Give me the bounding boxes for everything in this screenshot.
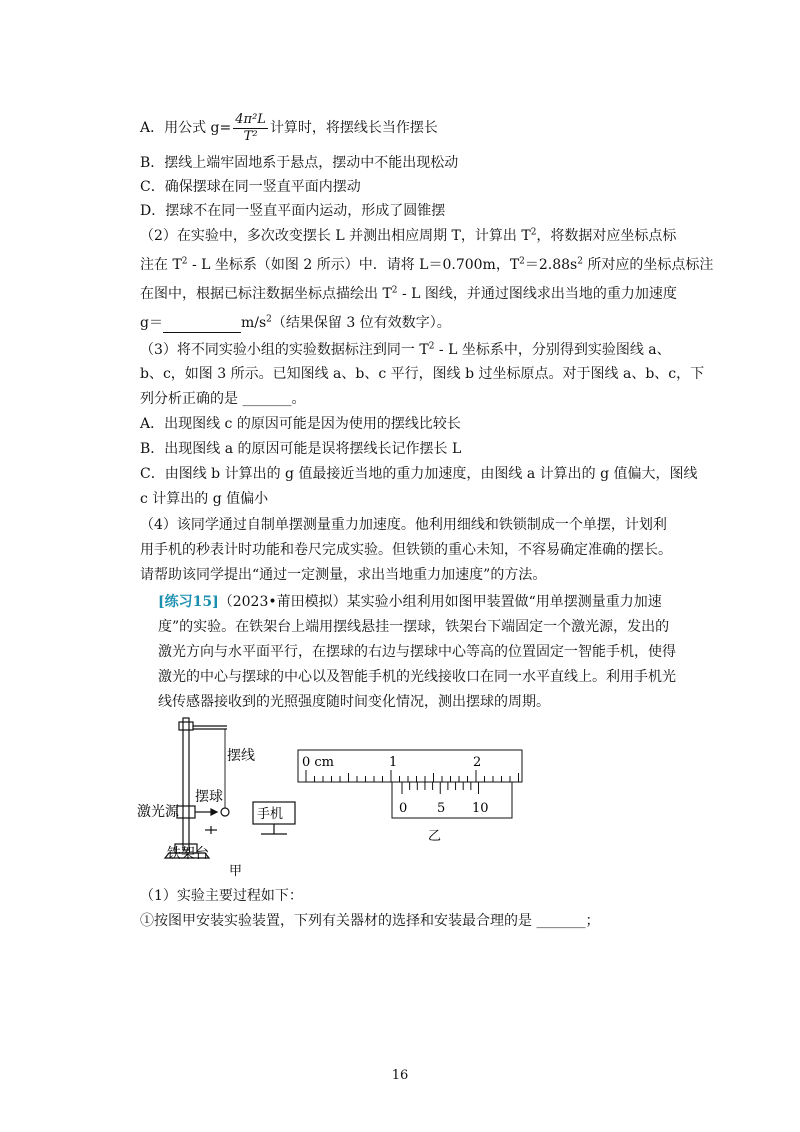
- question-4-line-1: （4）该同学通过自制单摆测量重力加速度。他利用细线和铁锁制成一个单摆，计划利: [140, 517, 667, 533]
- question-4-line-3: 请帮助该同学提出“通过一定测量，求出当地重力加速度”的方法。: [140, 567, 547, 583]
- exercise-tag: [练习15]: [158, 594, 219, 610]
- option-b: B．摆线上端牢固地系于悬点，摆动中不能出现松动: [140, 155, 459, 171]
- option-a-formula: [140, 108, 670, 148]
- question-2-line-2: 注在 $T^2$ - L 坐标系（如图 2 所示）中．请将 L＝0.700m，$T^2=2.88s^2$ 所对应的坐标点标注: [140, 256, 714, 273]
- stand-clamp-top: [179, 722, 193, 730]
- option-a-prefix: A．用公式 g=: [140, 120, 232, 136]
- question-2-line-1: （2）在实验中，多次改变摆长 L 并测出相应周期 T，计算出 $T^2$，将数据对应坐标点标: [140, 227, 677, 244]
- q3-option-c-line-1: C．由图线 b 计算出的 g 值最接近当地的重力加速度，由图线 a 计算出的 g 值偏大，图线: [140, 466, 698, 482]
- vernier-label-0: 0: [399, 801, 408, 816]
- q3-option-c-line-2: c 计算出的 g 值偏小: [140, 491, 269, 507]
- formula-denominator: T²: [243, 128, 258, 144]
- label-phone: 手机: [257, 807, 284, 822]
- label-pendulum-bob: 摆球: [195, 789, 223, 805]
- question-2-line-3: 在图中，根据已标注数据坐标点描绘出 $T^2$ - L 图线，并通过图线求出当地的重力加速度: [140, 285, 677, 302]
- label-pendulum-string: 摆线: [227, 748, 255, 764]
- page-number: 16: [391, 1068, 409, 1083]
- caption-jia: 甲: [229, 864, 243, 878]
- question-3-line-1: （3）将不同实验小组的实验数据标注到同一 $T^2$ - L 坐标系中，分别得到实验图线 a、: [140, 341, 671, 358]
- figure-jia-apparatus: [135, 708, 305, 878]
- question-4-line-2: 用手机的秒表计时功能和卷尺完成实验。但铁锁的重心未知，不容易确定准确的摆长。: [140, 542, 672, 558]
- main-scale-ticks: [306, 770, 519, 782]
- option-c: C．确保摆球在同一竖直平面内摆动: [140, 179, 361, 195]
- vernier-label-10: 10: [472, 801, 489, 816]
- answer-blank-g[interactable]: [163, 316, 241, 333]
- question-3-line-2: b、c，如图 3 所示。已知图线 a、b、c 平行，图线 b 过坐标原点。对于图线 a、b、c，下: [140, 366, 705, 382]
- label-iron-stand: 铁架台: [167, 846, 209, 862]
- part-1-step-1: ①按图甲安装实验装置，下列有关器材的选择和安装最合理的是 _______；: [140, 913, 600, 929]
- figure-yi-vernier-caliper: [296, 744, 526, 852]
- exercise-15-line-4: 激光的中心与摆球的中心以及智能手机的光线接收口在同一水平直线上。利用手机光: [158, 669, 676, 685]
- pendulum-bob: [221, 808, 229, 816]
- q3-option-a: A．出现图线 c 的原因可能是因为使用的摆线比较长: [140, 416, 461, 432]
- part-1-heading: （1）实验主要过程如下：: [140, 888, 303, 904]
- exercise-15-line-2: 度”的实验。在铁架台上端用摆线悬挂一摆球，铁架台下端固定一个激光源，发出的: [158, 619, 670, 635]
- vernier-scale-ticks: [402, 782, 479, 794]
- exercise-15-line-5: 线传感器接收到的光照强度随时间变化情况，测出摆球的周期。: [158, 694, 550, 710]
- q3-option-b: B．出现图线 a 的原因可能是误将摆线长记作摆长 L: [140, 441, 462, 457]
- option-a-suffix: 计算时，将摆线长当作摆长: [269, 120, 438, 136]
- main-scale-label-2: 2: [473, 755, 482, 770]
- step-number-circle: ①: [140, 913, 154, 929]
- question-3-line-3: 列分析正确的是 _______。: [140, 391, 306, 407]
- option-d: D．摆球不在同一竖直平面内运动，形成了圆锥摆: [140, 203, 446, 219]
- formula-numerator: 4π²L: [235, 111, 266, 127]
- main-scale-label-0: 0 cm: [302, 755, 335, 770]
- label-laser-source: 激光源: [137, 804, 179, 820]
- main-scale-label-1: 1: [389, 755, 398, 770]
- question-2-line-4: $g= m/s^2$（结果保留 3 位有效数字）。: [140, 314, 451, 331]
- vernier-label-5: 5: [437, 801, 446, 816]
- laser-clamp: [177, 806, 195, 818]
- stand-pole: [183, 718, 189, 850]
- exercise-15-line-3: 激光方向与水平面平行，在摆球的右边与摆球中心等高的位置固定一智能手机，使得: [158, 644, 676, 660]
- formula-g: [233, 112, 268, 145]
- exercise-15-line-1: [练习15]（2023•莆田模拟）某实验小组利用如图甲装置做“用单摆测量重力加速: [158, 594, 662, 610]
- caption-yi: 乙: [428, 829, 442, 844]
- laser-arrow: [211, 809, 217, 815]
